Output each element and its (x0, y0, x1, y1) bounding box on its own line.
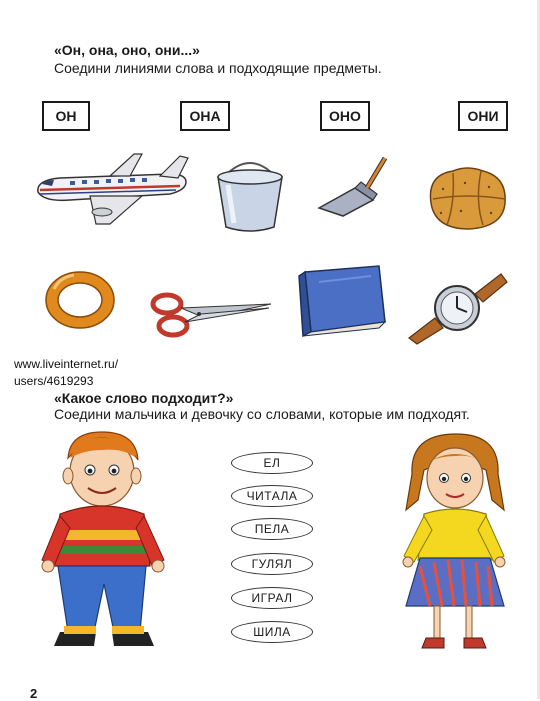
word-pill-el[interactable]: ЕЛ (231, 452, 313, 474)
word-pill-shila[interactable]: ШИЛА (231, 621, 313, 643)
page-number: 2 (30, 686, 38, 701)
section1-title: «Он, она, оно, они...» (54, 42, 200, 58)
watermark-line2: users/4619293 (14, 374, 94, 388)
scissors-icon[interactable] (145, 290, 275, 340)
pronoun-box-oni[interactable]: ОНИ (458, 101, 508, 131)
girl-illustration[interactable] (400, 430, 510, 660)
bucket-icon[interactable] (210, 155, 290, 235)
pronoun-box-ono[interactable]: ОНО (320, 101, 370, 131)
airplane-icon[interactable] (30, 150, 190, 230)
ring-icon[interactable] (40, 265, 120, 335)
boy-illustration[interactable] (40, 428, 170, 658)
dustpan-icon[interactable] (315, 150, 395, 220)
word-pill-pela[interactable]: ПЕЛА (231, 518, 313, 540)
pronoun-box-ona[interactable]: ОНА (180, 101, 230, 131)
word-pill-gulyal[interactable]: ГУЛЯЛ (231, 553, 313, 575)
bread-loaf-icon[interactable] (425, 163, 510, 233)
section2-instruction: Соедини мальчика и девочку со словами, которые им подходят. (54, 406, 470, 422)
wristwatch-icon[interactable] (405, 270, 510, 345)
watermark-line1: www.liveinternet.ru/ (14, 357, 119, 371)
pronoun-box-on[interactable]: ОН (42, 101, 90, 131)
section2-title: «Какое слово подходит?» (54, 390, 234, 406)
section1-instruction: Соедини линиями слова и подходящие предметы. (54, 60, 382, 76)
word-pill-chitala[interactable]: ЧИТАЛА (231, 485, 313, 507)
book-icon[interactable] (295, 262, 390, 342)
word-pill-igral[interactable]: ИГРАЛ (231, 587, 313, 609)
